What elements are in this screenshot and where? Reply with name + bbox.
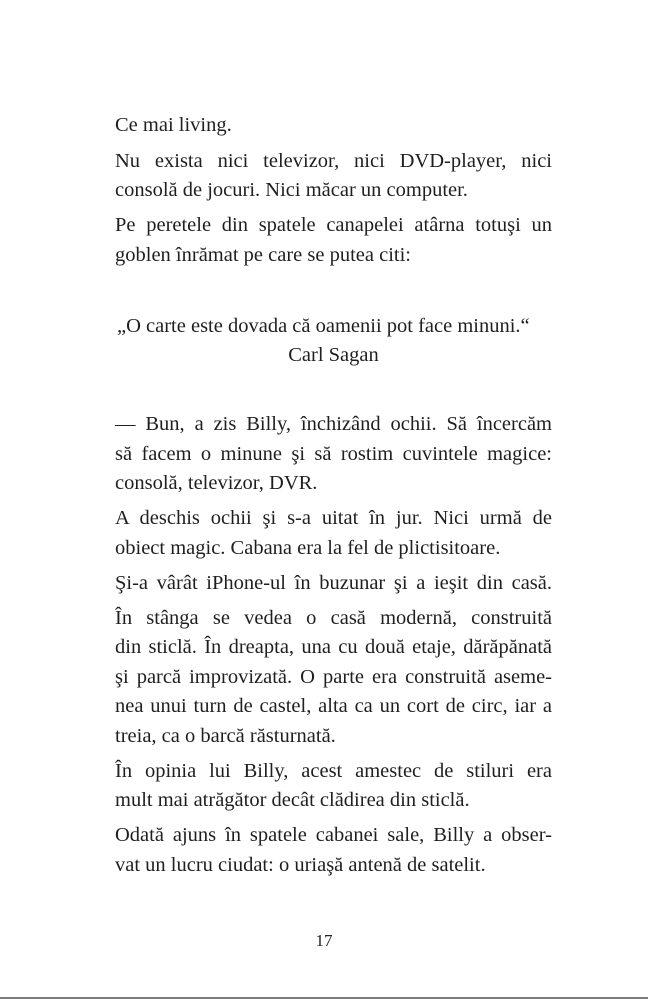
quote-text: „O carte este dovada că oamenii pot face minuni.“ [117, 315, 530, 337]
text-line: — Bun, a zis Billy, închizând ochii. Să încercăm [115, 413, 552, 435]
text-line: nea unui turn de castel, alta ca un cort de circ, iar a [115, 695, 552, 717]
text-line: şi parcă improvizată. O parte era construită aseme- [115, 666, 552, 688]
quote-author: Carl Sagan [288, 344, 379, 366]
text-line: Şi-a vârât iPhone-ul în buzunar şi a ieşit din casă. [115, 572, 552, 594]
text-line: vat un lucru ciudat: o uriaşă antenă de satelit. [115, 854, 486, 876]
scan-edge-line [0, 997, 648, 999]
page-number: 17 [315, 931, 333, 950]
text-line: Pe peretele din spatele canapelei atârna totuşi un [115, 214, 552, 236]
text-line: consolă, televizor, DVR. [115, 472, 318, 494]
text-line: să facem o minune şi să rostim cuvintele magice: [115, 443, 552, 465]
text-line: Ce mai living. [115, 114, 232, 136]
text-line: În stânga se vedea o casă modernă, construită [115, 607, 552, 629]
text-line: În opinia lui Billy, acest amestec de stiluri era [115, 760, 552, 782]
text-line: Nu exista nici televizor, nici DVD-player, nici [115, 150, 552, 172]
text-line: Odată ajuns în spatele cabanei sale, Billy a obser- [115, 824, 552, 846]
text-line: goblen înrămat pe care se putea citi: [115, 244, 411, 266]
text-line: consolă de jocuri. Nici măcar un computer. [115, 179, 468, 201]
text-line: obiect magic. Cabana era la fel de plictisitoare. [115, 537, 501, 559]
text-line: A deschis ochii şi s-a uitat în jur. Nici urmă de [115, 507, 552, 529]
text-line: treia, ca o barcă răsturnată. [115, 725, 336, 747]
text-line: mult mai atrăgător decât clădirea din sticlă. [115, 789, 470, 811]
text-line: din sticlă. În dreapta, una cu două etaje, dărăpănată [115, 636, 552, 658]
